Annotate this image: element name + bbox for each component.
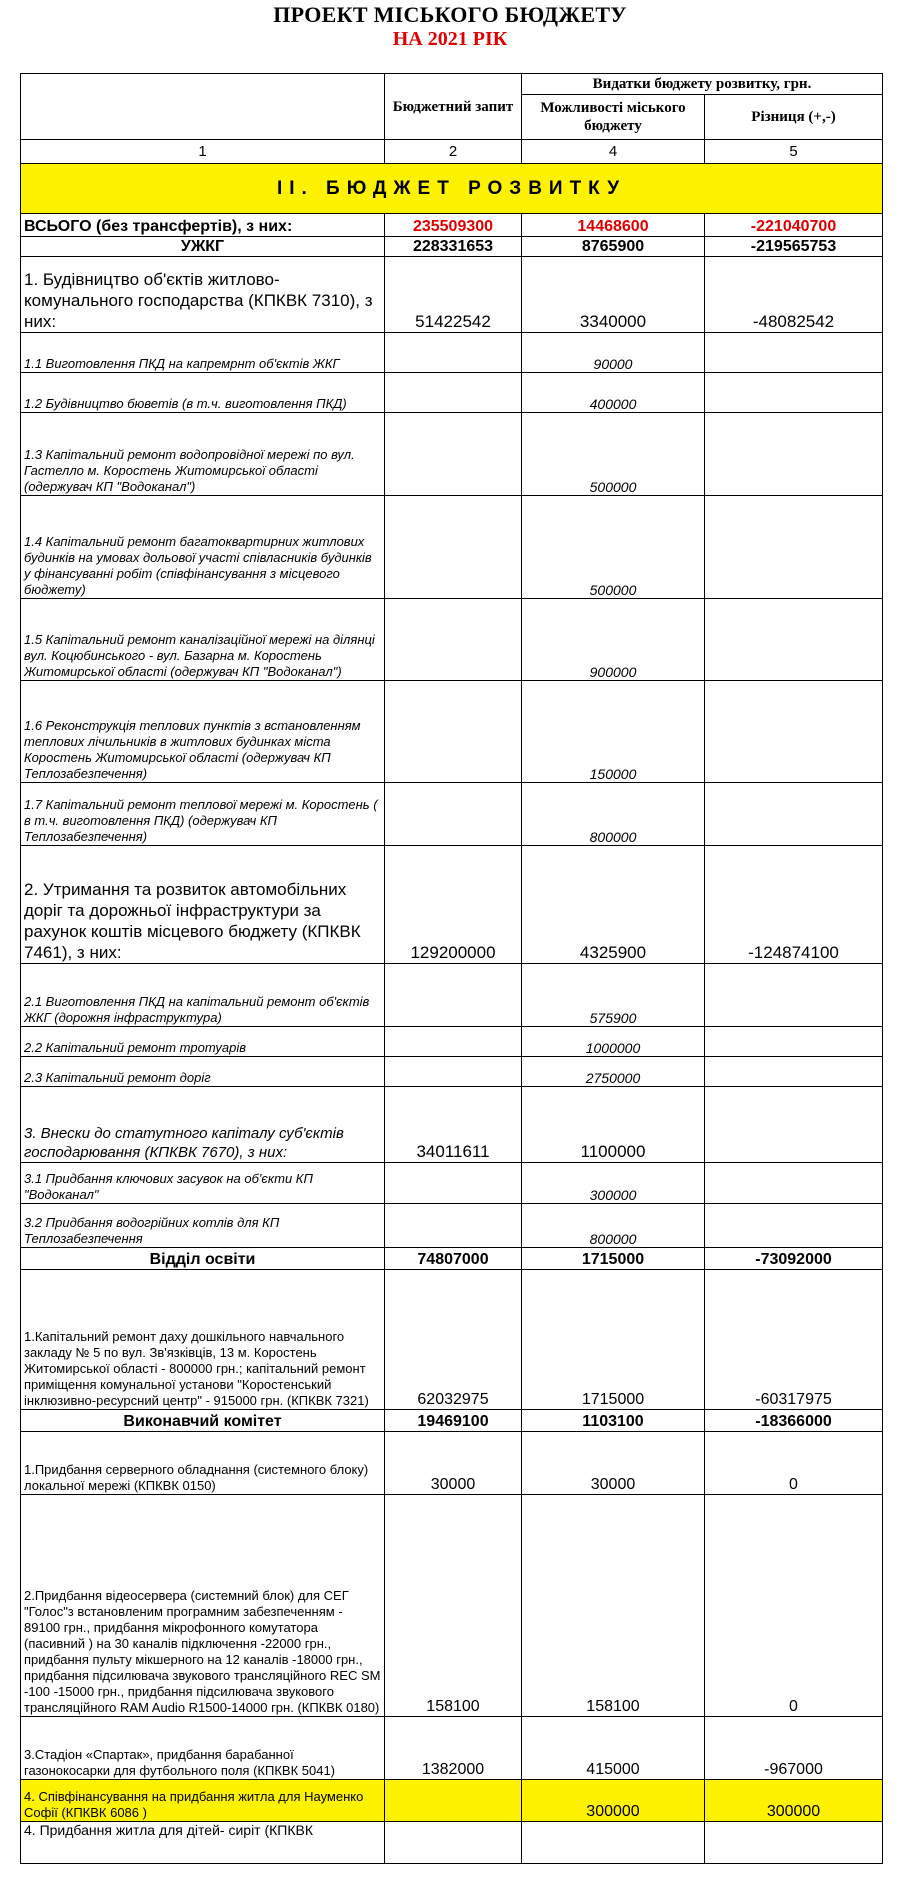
exec-item-label: 4. Придбання житла для дітей- сиріт (КПКВК [21, 1822, 385, 1864]
exec-item-label: 3.Стадіон «Спартак», придбання барабанної газонокосарки для футбольного поля (КПКВК 5041) [21, 1717, 385, 1780]
sub1-request [385, 599, 522, 681]
exec-item-diff: 300000 [705, 1780, 883, 1822]
total-possible: 14468600 [522, 214, 705, 237]
sub2-diff [705, 964, 883, 1027]
sub1-request [385, 783, 522, 846]
document-subtitle: НА 2021 РІК [392, 28, 508, 50]
exec-label: Виконавчий комітет [21, 1410, 385, 1432]
header-row [21, 74, 883, 95]
sub2-diff [705, 1027, 883, 1057]
sub1-label: 1.6 Реконструкція теплових пунктів з встановленням теплових лічильників в житлових будинках міста Коростень Житомирської області (одержувач КП Теплозабезпечення) [21, 681, 385, 783]
ujkg-request: 228331653 [385, 237, 522, 257]
sub2-row [21, 1027, 883, 1057]
sub3-label: 3.1 Придбання ключових засувок на об'єкти КП "Водоканал" [21, 1163, 385, 1204]
col-number-1: 1 [21, 140, 385, 164]
education-label: Відділ освіти [21, 1248, 385, 1270]
sub1-label: 1.2 Будівництво бюветів (в т.ч. виготовлення ПКД) [21, 373, 385, 413]
ujkg-label: УЖКГ [21, 237, 385, 257]
exec-item-diff [705, 1822, 883, 1864]
education-request: 74807000 [385, 1248, 522, 1270]
item1-row [21, 257, 883, 333]
sub3-request [385, 1204, 522, 1248]
exec-item-request [385, 1822, 522, 1864]
sub1-label: 1.1 Виготовлення ПКД на капремрнт об'єктів ЖКГ [21, 333, 385, 373]
sub1-row [21, 333, 883, 373]
exec-item-request [385, 1780, 522, 1822]
item2-request: 129200000 [385, 846, 522, 964]
sub1-row [21, 681, 883, 783]
col-group-header: Видатки бюджету розвитку, грн. [522, 74, 883, 95]
exec-item-possible: 30000 [522, 1432, 705, 1495]
exec-item-label: 4. Співфінансування на придбання житла для Науменко Софії (КПКВК 6086 ) [21, 1780, 385, 1822]
item1-request: 51422542 [385, 257, 522, 333]
sub1-row [21, 496, 883, 599]
ujkg-row [21, 237, 883, 257]
sub2-row [21, 1057, 883, 1087]
exec-diff: -18366000 [705, 1410, 883, 1432]
ujkg-diff: -219565753 [705, 237, 883, 257]
education-row [21, 1248, 883, 1270]
sub2-request [385, 1027, 522, 1057]
exec-item-row-highlighted [21, 1780, 883, 1822]
exec-item-row [21, 1822, 883, 1864]
exec-item-request: 30000 [385, 1432, 522, 1495]
total-row [21, 214, 883, 237]
sub1-possible: 90000 [522, 333, 705, 373]
sub1-row [21, 373, 883, 413]
item1-diff: -48082542 [705, 257, 883, 333]
sub2-request [385, 964, 522, 1027]
sub1-possible: 400000 [522, 373, 705, 413]
sub1-label: 1.3 Капітальний ремонт водопровідної мережі по вул. Гастелло м. Коростень Житомирської області (одержувач КП "Водоканал") [21, 413, 385, 496]
item2-diff: -124874100 [705, 846, 883, 964]
section-row [21, 164, 883, 214]
sub2-possible: 1000000 [522, 1027, 705, 1057]
exec-item-request: 158100 [385, 1495, 522, 1717]
item3-label: 3. Внески до статутного капіталу суб'єктів господарювання (КПКВК 7670), з них: [21, 1087, 385, 1163]
sub2-possible: 575900 [522, 964, 705, 1027]
exec-item-label: 2.Придбання відеосервера (системний блок) для СЕГ "Голос"з встановленим програмним забезпеченням - 89100 грн., придбання мікрофонного комутатора (пасивний ) на 30 каналів підключення -22000 грн., придбання пульту мікшерного на 12 каналів -18000 грн., придбання підсилювача звукового трансляційного REC SM -100 -15000 грн., придбання підсилювача звукового трансляційного RAM Audio R1500-14000 грн. (КПКВК 0180) [21, 1495, 385, 1717]
sub2-request [385, 1057, 522, 1087]
col-budget-request-header: Бюджетний запит [385, 74, 522, 140]
item3-diff [705, 1087, 883, 1163]
edu1-diff: -60317975 [705, 1270, 883, 1410]
item3-request: 34011611 [385, 1087, 522, 1163]
sub1-possible: 900000 [522, 599, 705, 681]
item2-label: 2. Утримання та розвиток автомобільних доріг та дорожньої інфраструктури за рахунок коштів місцевого бюджету (КПКВК 7461), з них: [21, 846, 385, 964]
exec-item-row [21, 1495, 883, 1717]
sub1-possible: 500000 [522, 496, 705, 599]
sub3-request [385, 1163, 522, 1204]
sub1-label: 1.4 Капітальний ремонт багатоквартирних житлових будинків на умовах дольової участі співласників будинків у фінансуванні робіт (співфінансування з місцевого бюджету) [21, 496, 385, 599]
total-request: 235509300 [385, 214, 522, 237]
section-title: ІІ. БЮДЖЕТ РОЗВИТКУ [21, 164, 883, 214]
edu1-label: 1.Капітальний ремонт даху дошкільного навчального закладу № 5 по вул. Зв'язківців, 13 м. Коростень Житомирської області - 800000 грн.; капітальний ремонт приміщення комунальної установи "Коростенський інклюзивно-ресурсний центр" - 915000 грн. (КПКВК 7321) [21, 1270, 385, 1410]
column-number-row [21, 140, 883, 164]
col-number-4: 4 [522, 140, 705, 164]
budget-table [20, 73, 883, 1864]
sub2-row [21, 964, 883, 1027]
col-possibilities-header: Можливості міського бюджету [522, 95, 705, 140]
sub1-possible: 500000 [522, 413, 705, 496]
exec-item-possible: 300000 [522, 1780, 705, 1822]
sub2-diff [705, 1057, 883, 1087]
total-label: ВСЬОГО (без трансфертів), з них: [21, 214, 385, 237]
sub3-row [21, 1163, 883, 1204]
exec-item-possible [522, 1822, 705, 1864]
exec-item-possible: 158100 [522, 1495, 705, 1717]
col-number-5: 5 [705, 140, 883, 164]
sub1-possible: 150000 [522, 681, 705, 783]
sub2-label: 2.3 Капітальний ремонт доріг [21, 1057, 385, 1087]
sub3-diff [705, 1204, 883, 1248]
education-diff: -73092000 [705, 1248, 883, 1270]
sub1-request [385, 373, 522, 413]
item1-label: 1. Будівництво об'єктів житлово-комунального господарства (КПКВК 7310), з них: [21, 257, 385, 333]
header-empty-cell [21, 74, 385, 140]
sub2-label: 2.1 Виготовлення ПКД на капітальний ремонт об'єктів ЖКГ (дорожня інфраструктура) [21, 964, 385, 1027]
exec-row [21, 1410, 883, 1432]
document-header [0, 0, 900, 50]
sub3-label: 3.2 Придбання водогрійних котлів для КП Теплозабезпечення [21, 1204, 385, 1248]
sub1-diff [705, 373, 883, 413]
sub1-diff [705, 681, 883, 783]
sub2-possible: 2750000 [522, 1057, 705, 1087]
sub1-row [21, 413, 883, 496]
edu1-row [21, 1270, 883, 1410]
sub2-label: 2.2 Капітальний ремонт тротуарів [21, 1027, 385, 1057]
col-number-2: 2 [385, 140, 522, 164]
sub1-diff [705, 333, 883, 373]
exec-item-request: 1382000 [385, 1717, 522, 1780]
sub1-label: 1.7 Капітальний ремонт теплової мережі м. Коростень ( в т.ч. виготовлення ПКД) (одержувач КП Теплозабезпечення) [21, 783, 385, 846]
sub3-possible: 300000 [522, 1163, 705, 1204]
sub1-diff [705, 413, 883, 496]
exec-item-diff: 0 [705, 1495, 883, 1717]
item2-possible: 4325900 [522, 846, 705, 964]
exec-item-possible: 415000 [522, 1717, 705, 1780]
sub1-request [385, 496, 522, 599]
edu1-possible: 1715000 [522, 1270, 705, 1410]
item2-row [21, 846, 883, 964]
sub1-request [385, 333, 522, 373]
edu1-request: 62032975 [385, 1270, 522, 1410]
sub1-diff [705, 599, 883, 681]
total-diff: -221040700 [705, 214, 883, 237]
sub3-diff [705, 1163, 883, 1204]
sub3-row [21, 1204, 883, 1248]
sub1-row [21, 599, 883, 681]
exec-item-diff: 0 [705, 1432, 883, 1495]
exec-item-row [21, 1717, 883, 1780]
sub1-diff [705, 496, 883, 599]
exec-item-row [21, 1432, 883, 1495]
sub1-row [21, 783, 883, 846]
exec-item-label: 1.Придбання серверного обладнання (системного блоку) локальної мережі (КПКВК 0150) [21, 1432, 385, 1495]
sub1-diff [705, 783, 883, 846]
col-difference-header: Різниця (+,-) [705, 95, 883, 140]
exec-possible: 1103100 [522, 1410, 705, 1432]
sub3-possible: 800000 [522, 1204, 705, 1248]
item3-possible: 1100000 [522, 1087, 705, 1163]
sub1-request [385, 681, 522, 783]
exec-request: 19469100 [385, 1410, 522, 1432]
sub1-label: 1.5 Капітальний ремонт каналізаційної мережі на ділянці вул. Коцюбинського - вул. Базарна м. Коростень Житомирської області (одержувач КП "Водоканал") [21, 599, 385, 681]
item3-row [21, 1087, 883, 1163]
ujkg-possible: 8765900 [522, 237, 705, 257]
education-possible: 1715000 [522, 1248, 705, 1270]
sub1-request [385, 413, 522, 496]
document-title: ПРОЕКТ МІСЬКОГО БЮДЖЕТУ [273, 2, 627, 27]
item1-possible: 3340000 [522, 257, 705, 333]
sub1-possible: 800000 [522, 783, 705, 846]
exec-item-diff: -967000 [705, 1717, 883, 1780]
